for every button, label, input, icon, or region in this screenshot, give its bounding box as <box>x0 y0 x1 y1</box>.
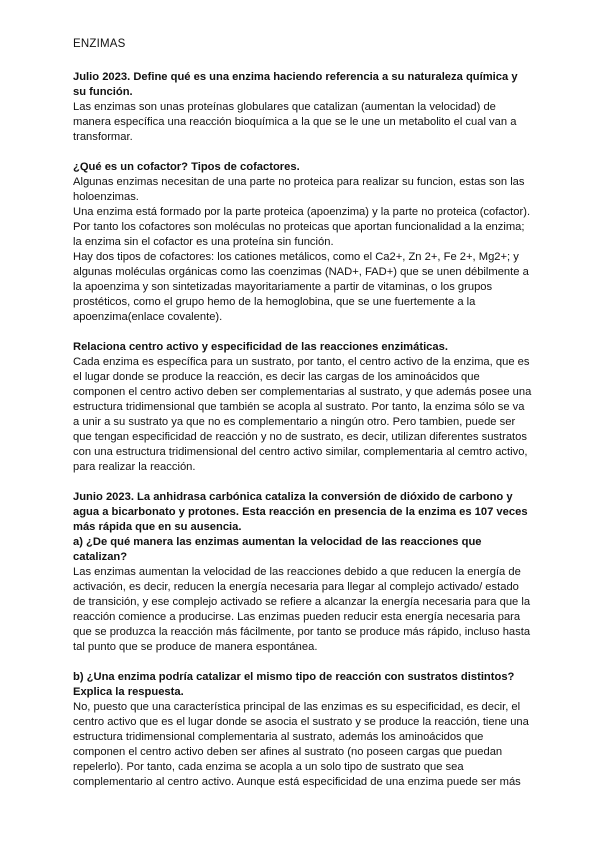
answer-line: Hay dos tipos de cofactores: los cationes metálicos, como el Ca2+, Zn 2+, Fe 2+, Mg2+; y <box>73 251 519 263</box>
answer-line: que tengan especificidad de reacción y no de sustrato, es decir, utilizan diferentes sustratos <box>73 431 527 443</box>
qa-section <box>73 160 533 325</box>
answer-line: Una enzima está formado por la parte proteica (apoenzima) y la parte no proteica (cofactor). <box>73 206 531 218</box>
answer-line: de transición, y ese complejo activado se refiere a alcanzar la energía necesaria para que la <box>73 596 531 608</box>
answer-line: estructura tridimensional que también se acopla al sustrato. Por tanto, la enzima sólo se va <box>73 401 525 413</box>
answer-line: componen el centro activo deben ser complementarias al sustrato, y que además posee una <box>73 386 532 398</box>
question-line: Junio 2023. La anhidrasa carbónica cataliza la conversión de dióxido de carbono y <box>73 491 513 503</box>
answer-line: apoenzima(enlace covalente). <box>73 311 223 323</box>
question-line: a) ¿De qué manera las enzimas aumentan la velocidad de las reacciones que <box>73 536 482 548</box>
document-title: ENZIMAS <box>73 38 126 50</box>
answer-line: Las enzimas son unas proteínas globulares que catalizan (aumentan la velocidad) de <box>73 101 496 113</box>
answer-line: activación, es decir, reducen la energía necesaria para llegar al complejo activado/ estado <box>73 581 519 593</box>
answer-line: componen el centro activo deben ser afines al sustrato (no poseen cargas que puedan <box>73 746 503 758</box>
answer-line: el lugar donde se produce la reacción, es decir las cargas de los aminoácidos que <box>73 371 480 383</box>
question-line: agua a bicarbonato y protones. Esta reacción en presencia de la enzima es 107 veces <box>73 506 528 518</box>
answer-line: complementario al centro activo. Aunque está especificidad de una enzima puede ser más <box>73 776 521 788</box>
answer-line: con una estructura tridimensional del centro activo similar, complementaria al cemtro activo, <box>73 446 528 458</box>
document-body <box>73 70 533 805</box>
answer-line: transformar. <box>73 131 133 143</box>
answer-line: reacción comience a producirse. Las enzimas pueden reducir esta energía necesaria para <box>73 611 521 623</box>
answer-line: Cada enzima es específica para un sustrato, por tanto, el centro activo de la enzima, que es <box>73 356 530 368</box>
question-line: Julio 2023. Define qué es una enzima haciendo referencia a su naturaleza química y <box>73 71 518 83</box>
answer-line: que se produzca la reacción más fácilmente, por tanto se produce más rápido, incluso hasta <box>73 626 531 638</box>
question-line: Relaciona centro activo y especificidad de las reacciones enzimáticas. <box>73 341 448 353</box>
answer-line: tal punto que se produce de manera espontánea. <box>73 641 318 653</box>
answer-line: Algunas enzimas necesitan de una parte no proteica para realizar su funcion, estas son las <box>73 176 525 188</box>
answer-line: Por tanto los cofactores son moléculas no proteicas que aportan funcionalidad a la enzima; <box>73 221 525 233</box>
answer-line: No, puesto que una característica principal de las enzimas es su especificidad, es decir, el <box>73 701 521 713</box>
question-line: Explica la respuesta. <box>73 686 184 698</box>
answer-line: repelerlo). Por tanto, cada enzima se acopla a un solo tipo de sustrato que sea <box>73 761 464 773</box>
answer-line: algunas moléculas orgánicas como las coenzimas (NAD+, FAD+) que se unen débilmente a <box>73 266 529 278</box>
answer-line: Las enzimas aumentan la velocidad de las reacciones debido a que reducen la energía de <box>73 566 521 578</box>
answer-line: centro activo que es el lugar donde se asocia el sustrato y se produce la reacción, tiene una <box>73 716 529 728</box>
answer-line: a unir a su sustrato ya que no es complementario a ningún otro. Pero tambien, puede ser <box>73 416 516 428</box>
answer-line: la apoenzima y son sintetizadas mayoritariamente a partir de vitaminas, o los grupos <box>73 281 493 293</box>
qa-section <box>73 70 533 145</box>
question-line: su función. <box>73 86 133 98</box>
qa-section <box>73 670 533 790</box>
answer-line: holoenzimas. <box>73 191 139 203</box>
answer-line: para realizar la reacción. <box>73 461 196 473</box>
qa-section <box>73 340 533 475</box>
answer-line: prostéticos, como el grupo hemo de la hemoglobina, que se une fuertemente a la <box>73 296 476 308</box>
question-line: catalizan? <box>73 551 128 563</box>
answer-line: estructura tridimensional complementaria al sustrato, además los aminoácidos que <box>73 731 484 743</box>
question-line: más rápida que en su ausencia. <box>73 521 242 533</box>
question-line: b) ¿Una enzima podría catalizar el mismo tipo de reacción con sustratos distintos? <box>73 671 515 683</box>
answer-line: la enzima sin el cofactor es una proteína sin función. <box>73 236 334 248</box>
qa-section <box>73 490 533 655</box>
answer-line: manera específica una reacción bioquímica a la que se le une un metabolito el cual van a <box>73 116 517 128</box>
question-line: ¿Qué es un cofactor? Tipos de cofactores. <box>73 161 300 173</box>
